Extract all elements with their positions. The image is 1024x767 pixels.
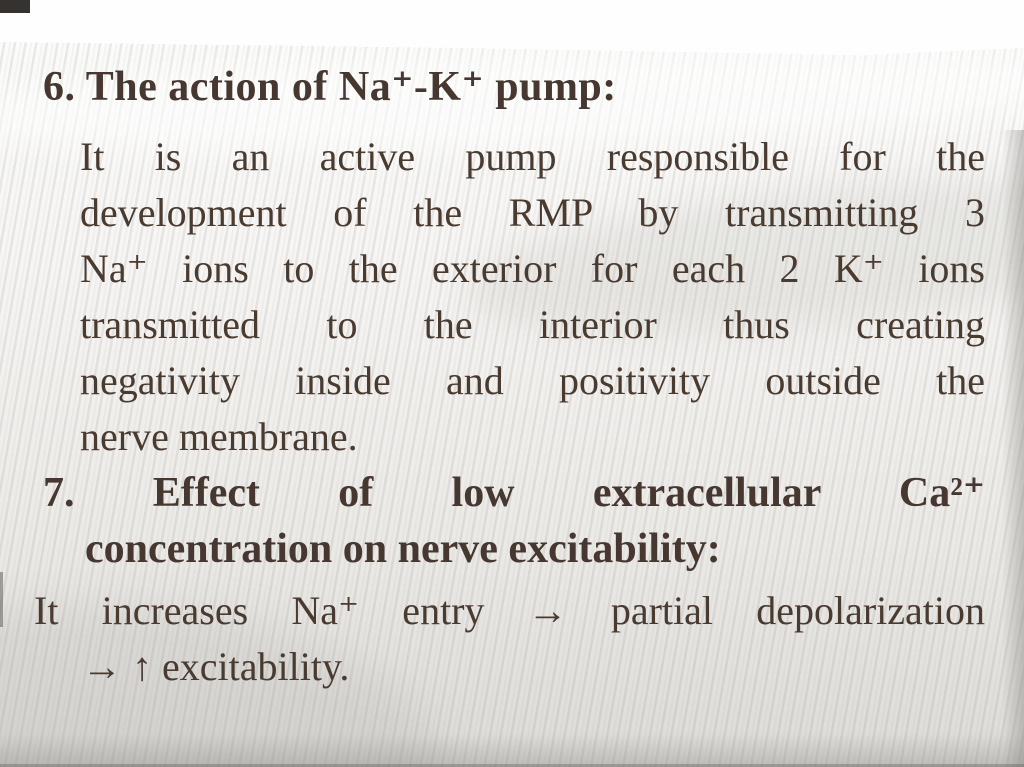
heading-item-6: 6. The action of Na⁺-K⁺ pump:	[43, 64, 617, 110]
paragraph-7-line-1: It increases Na⁺ entry → partial depolarization	[34, 588, 985, 633]
paragraph-6-line-3: Na⁺ ions to the exterior for each 2 K⁺ ions	[80, 246, 985, 291]
paragraph-6-line-1: It is an active pump responsible for the	[80, 134, 985, 179]
paragraph-6-line-5: negativity inside and positivity outside the	[80, 358, 985, 403]
paragraph-7-line-2: → ↑ excitability.	[82, 644, 350, 689]
right-edge-shadow	[1002, 130, 1024, 767]
heading-item-7-line-1: 7. Effect of low extracellular Ca²⁺	[43, 470, 985, 516]
left-edge-mark	[0, 572, 3, 627]
corner-mark	[0, 0, 30, 13]
heading-item-7-line-2: concentration on nerve excitability:	[85, 526, 721, 572]
bottom-edge-shadow	[0, 733, 1024, 767]
paragraph-6-line-4: transmitted to the interior thus creating	[80, 302, 985, 347]
paragraph-6-line-6: nerve membrane.	[80, 414, 358, 459]
paragraph-6-line-2: development of the RMP by transmitting 3	[80, 190, 985, 235]
